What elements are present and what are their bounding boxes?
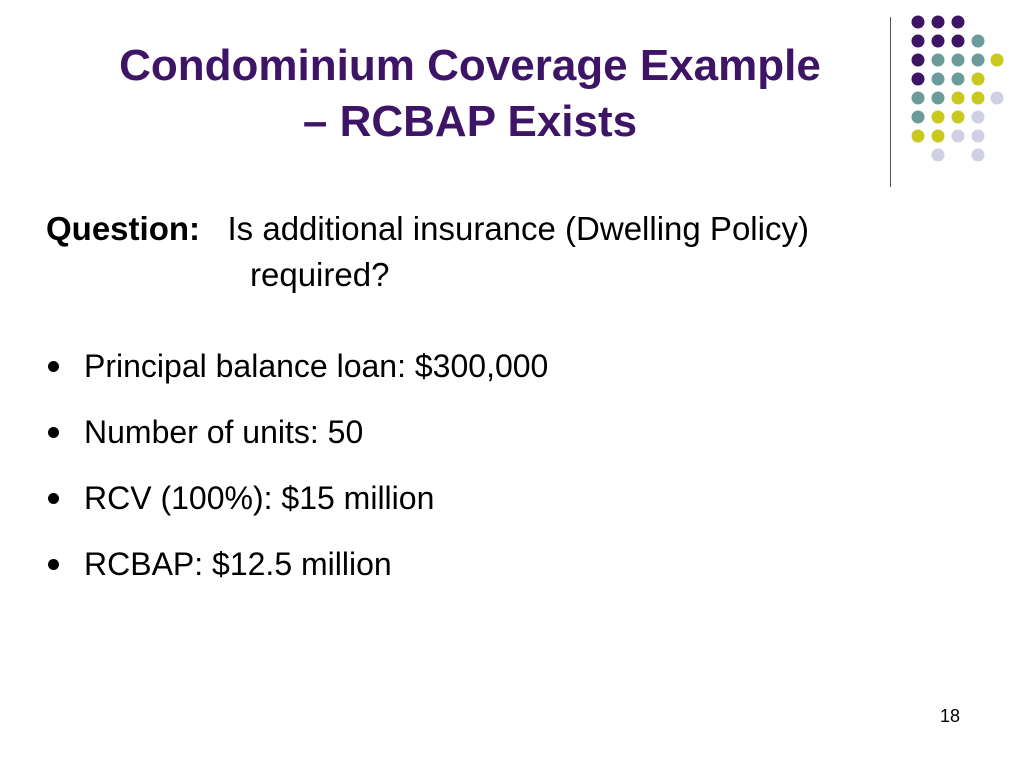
dot [932, 149, 945, 162]
bullet-text: RCBAP: $12.5 million [84, 546, 392, 582]
dot [912, 35, 925, 48]
bullet-dot-icon [48, 361, 59, 372]
dot [932, 73, 945, 86]
bullet-list [46, 344, 548, 608]
dot [912, 54, 925, 67]
bullet-item [46, 476, 548, 520]
dot [972, 73, 985, 86]
dot [972, 35, 985, 48]
dot [991, 54, 1004, 67]
dot [932, 130, 945, 143]
dot [932, 35, 945, 48]
dot [972, 92, 985, 105]
dot [991, 92, 1004, 105]
dot [912, 130, 925, 143]
question-block [46, 206, 809, 298]
dot [972, 54, 985, 67]
dot [952, 73, 965, 86]
dot [912, 16, 925, 29]
bullet-item [46, 542, 548, 586]
dot [912, 111, 925, 124]
dot [972, 149, 985, 162]
dot [952, 92, 965, 105]
dot [932, 92, 945, 105]
dot [912, 73, 925, 86]
bullet-dot-icon [48, 493, 59, 504]
title-line-1: Condominium Coverage Example [119, 41, 821, 90]
question-text-line-1: Is additional insurance (Dwelling Policy) [227, 210, 809, 247]
question-label: Question: [46, 210, 200, 247]
dot [912, 92, 925, 105]
dot [972, 130, 985, 143]
bullet-item [46, 344, 548, 388]
decorative-dot-grid [0, 0, 1024, 200]
dot [952, 16, 965, 29]
dot [952, 130, 965, 143]
bullet-text: Principal balance loan: $300,000 [84, 348, 549, 384]
dot [932, 111, 945, 124]
bullet-item [46, 410, 548, 454]
bullet-text: RCV (100%): $15 million [84, 480, 435, 516]
question-text-line-2: required? [250, 256, 390, 293]
page-number: 18 [940, 706, 961, 726]
dot [932, 16, 945, 29]
bullet-dot-icon [48, 427, 59, 438]
dot [972, 111, 985, 124]
title-line-2: – RCBAP Exists [302, 97, 638, 146]
dot [932, 54, 945, 67]
bullet-dot-icon [48, 559, 59, 570]
dot [952, 111, 965, 124]
dot [952, 35, 965, 48]
bullet-text: Number of units: 50 [84, 414, 364, 450]
dot [952, 54, 965, 67]
